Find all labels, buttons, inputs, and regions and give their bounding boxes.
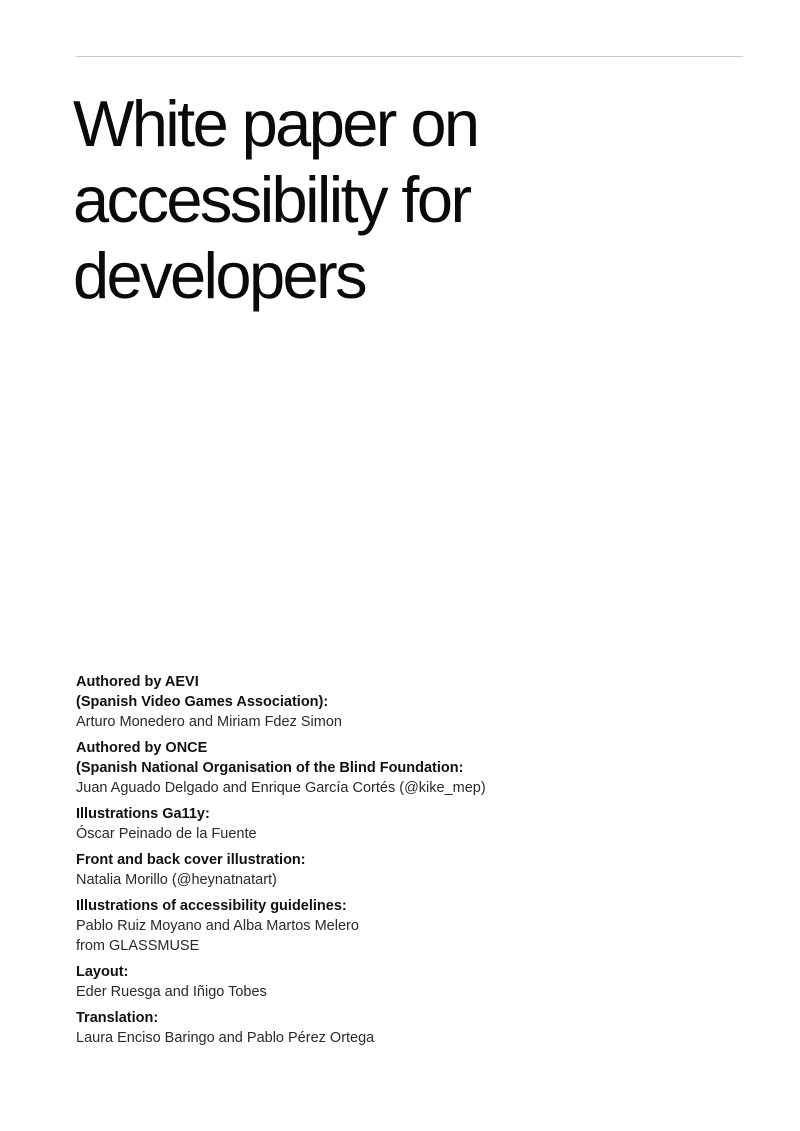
credit-authored-aevi: [76, 672, 736, 732]
credit-names: Pablo Ruiz Moyano and Alba Martos Melero: [76, 918, 359, 934]
credit-heading: (Spanish National Organisation of the Blind Foundation:: [76, 760, 464, 776]
title-line-3: developers: [73, 239, 365, 312]
credit-names: Laura Enciso Baringo and Pablo Pérez Ortega: [76, 1030, 375, 1046]
credit-cover-illustration: [76, 850, 736, 890]
credit-heading: Illustrations Ga11y:: [76, 806, 210, 822]
credit-heading: Authored by ONCE: [76, 740, 208, 756]
title-line-1: White paper on: [73, 87, 478, 160]
credit-names: Óscar Peinado de la Fuente: [76, 826, 257, 842]
credit-heading: (Spanish Video Games Association):: [76, 694, 329, 710]
credit-heading: Illustrations of accessibility guidelines:: [76, 898, 347, 914]
credit-guideline-illustrations: [76, 896, 736, 956]
credit-authored-once: [76, 738, 736, 798]
credit-names: Juan Aguado Delgado and Enrique García Cortés (@kike_mep): [76, 780, 486, 796]
credit-translation: [76, 1008, 736, 1048]
credit-names: from GLASSMUSE: [76, 938, 200, 954]
credit-names: Arturo Monedero and Miriam Fdez Simon: [76, 714, 342, 730]
credit-names: Natalia Morillo (@heynatnatart): [76, 872, 277, 888]
credit-heading: Front and back cover illustration:: [76, 852, 306, 868]
document-title: [73, 86, 733, 314]
credit-illustrations-ga11y: [76, 804, 736, 844]
title-line-2: accessibility for: [73, 163, 470, 236]
credit-heading: Layout:: [76, 964, 129, 980]
credit-layout: [76, 962, 736, 1002]
credits-section: [76, 672, 736, 1054]
credit-heading: Authored by AEVI: [76, 674, 199, 690]
credit-heading: Translation:: [76, 1010, 159, 1026]
top-divider: [76, 56, 743, 57]
credit-names: Eder Ruesga and Iñigo Tobes: [76, 984, 267, 1000]
